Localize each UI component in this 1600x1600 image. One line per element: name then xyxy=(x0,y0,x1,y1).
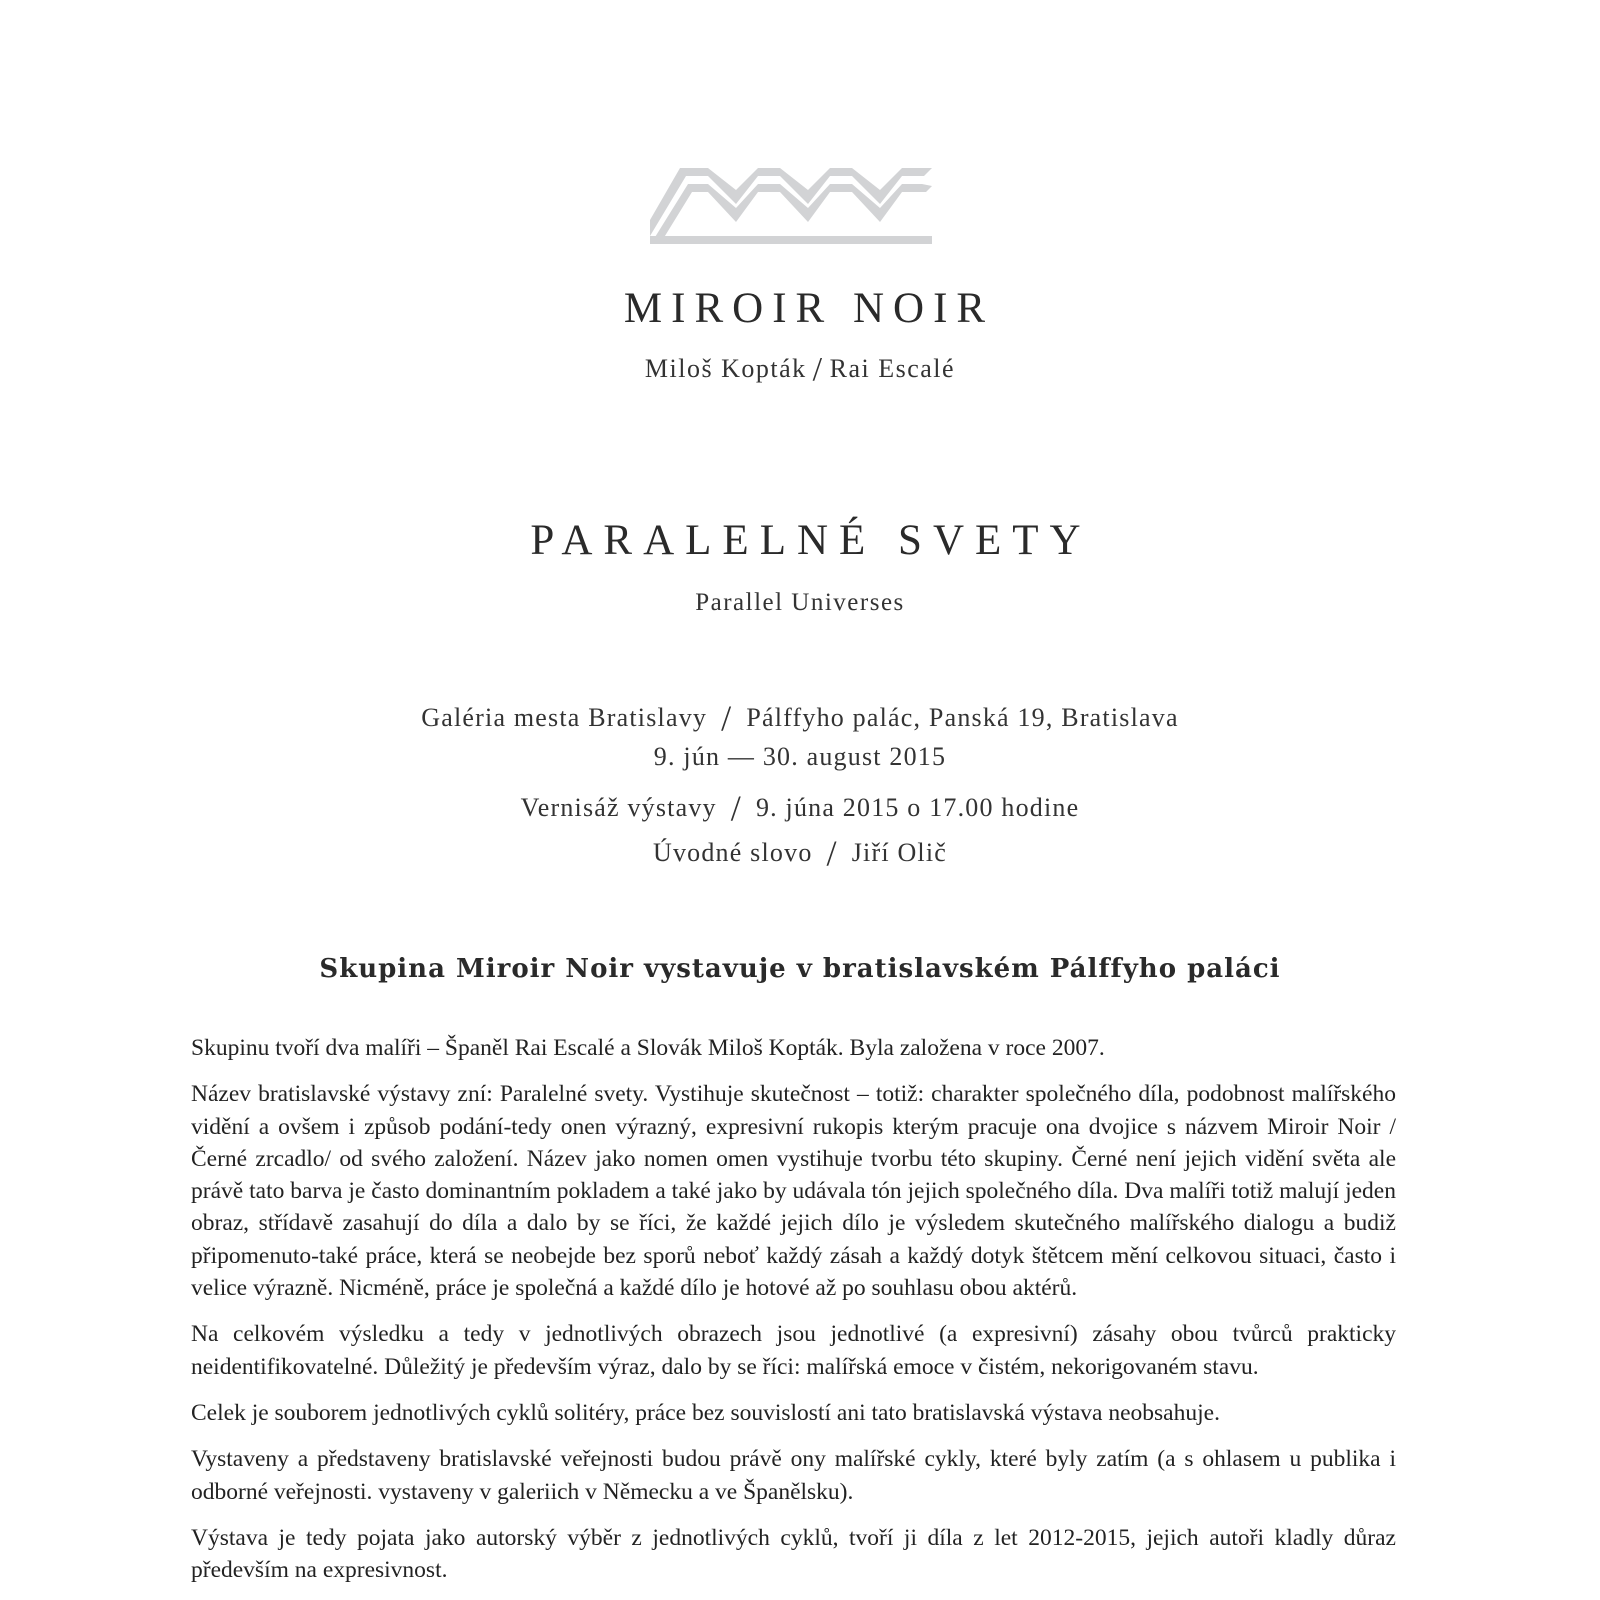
article-paragraph: Výstava je tedy pojata jako autorský výběr z jednotlivých cyklů, tvoří ji díla z let 2012-2015, jejich autoři kladly důraz především na expresivnost. xyxy=(191,1524,1396,1584)
article-paragraph: Vystaveny a představeny bratislavské veřejnosti budou právě ony malířské cykly, které byly zatím (a s ohlasem u publika i odborné veřejnosti. vystaveny v galeriich v Německu a ve Španělsku). xyxy=(191,1446,1396,1505)
miroir-noir-logo xyxy=(650,164,932,244)
article-paragraph: Název bratislavské výstavy zní: Paralelné svety. Vystihuje skutečnost – totiž: charakter společného díla, podobnost malířského vidění a ovšem i způsob podání-tedy onen výrazný, expresivní rukopis kterým pracuje ona dvojice s názvem Miroir Noir /Černé zrcadlo/ od svého založení. Název jako nomen omen vystihuje tvorbu této skupiny. Černé není jejich vidění světa ale právě tato barva je často dominantním pokladem a také jako by udávala tón jejich společného díla. Dva malíři totiž malují jeden obraz, střídavě zasahují do díla a dalo by se říci, že každé jejich dílo je výsledem skutečného malířského dialogu a budiž připomenuto-také práce, která se neobejde bez sporů neboť každý zásah a každý dotyk štětcem mění celkovou situaci, často i velice výrazně. Nicméně, práce je společná a každé dílo je hotové až po souhlasu obou aktérů. xyxy=(191,1081,1396,1302)
member-name: Miloš Kopták xyxy=(644,354,807,383)
article-heading: Skupina Miroir Noir vystavuje v bratislavském Pálffyho paláci xyxy=(319,954,1281,984)
article-paragraph: Celek je souborem jednotlivých cyklů solitéry, práce bez souvislostí ani tato bratislavská výstava neobsahuje. xyxy=(191,1399,1220,1426)
logo-stripes xyxy=(650,168,932,244)
exhibition-title: PARALELNÉ SVETY xyxy=(530,517,1092,564)
info-opening xyxy=(0,787,1600,829)
info-venue xyxy=(0,697,1600,739)
opening-value: 9. júna 2015 o 17.00 hodine xyxy=(755,793,1080,822)
info-separator: / xyxy=(730,788,742,828)
info-separator: / xyxy=(721,698,733,738)
venue-address: Pálffyho palác, Panská 19, Bratislava xyxy=(746,703,1179,732)
group-name: MIROIR NOIR xyxy=(623,285,995,332)
intro-value: Jiří Olič xyxy=(851,838,948,867)
info-separator: / xyxy=(826,833,838,873)
opening-label: Vernisáž výstavy xyxy=(520,793,717,822)
member-name: Rai Escalé xyxy=(829,354,956,383)
info-dates: 9. jún — 30. august 2015 xyxy=(653,742,947,771)
members-separator: / xyxy=(812,351,824,388)
exhibition-subtitle: Parallel Universes xyxy=(695,589,905,616)
venue-name: Galéria mesta Bratislavy xyxy=(421,703,708,732)
intro-label: Úvodné slovo xyxy=(652,838,813,867)
article-paragraph: Skupinu tvoří dva malíři – Španěl Rai Escalé a Slovák Miloš Kopták. Byla založena v roce 2007. xyxy=(191,1035,1105,1061)
article-paragraph: Na celkovém výsledku a tedy v jednotlivých obrazech jsou jednotlivé (a expresivní) zásahy obou tvůrců prakticky neidentifikovatelné. Důležitý je především výraz, dalo by se říci: malířská emoce v čistém, nekorigovaném stavu. xyxy=(191,1321,1396,1380)
group-members xyxy=(0,351,1600,389)
info-intro xyxy=(0,832,1600,874)
article-body xyxy=(191,1032,1396,1600)
